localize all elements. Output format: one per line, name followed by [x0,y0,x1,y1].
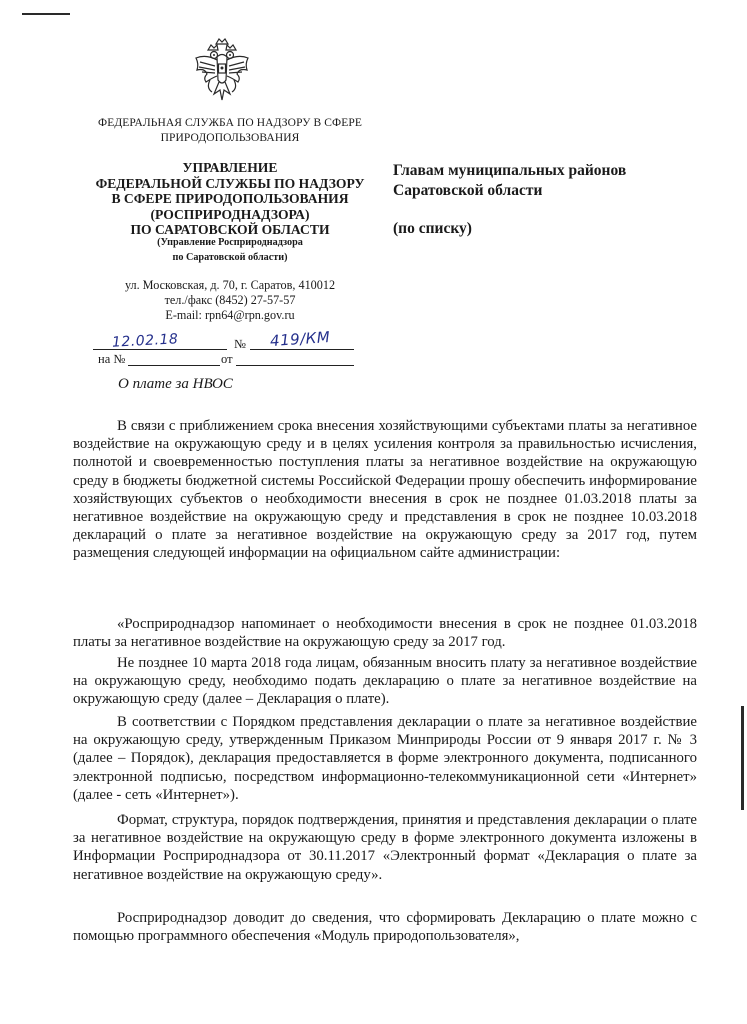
reply-to-underline [128,365,220,366]
number-underline [250,349,354,350]
department-title-line: В СФЕРЕ ПРИРОДОПОЛЬЗОВАНИЯ [111,191,349,207]
body-paragraph: В связи с приближением срока внесения хозяйствующими субъектами платы за негативное воздействие на окружающую среду и в целях усиления контроля за правильностью исчисления, полнотой и своевременностью поступления платы за негативное воздействие на окружающую среду в бюджеты бюджетной системы Российской Федерации прошу обеспечить информирование хозяйствующих субъектов о необходимости внесения в срок не позднее 01.03.2018 платы за негативное воздействие на окружающую среду и представления в срок не позднее 10.03.2018 деклараций о плате за негативное воздействие на окружающую среду за 2017 год, путем размещения следующей информации на официальном сайте администрации: [73,418,697,562]
letter-subject: О плате за НВОС [118,376,233,392]
department-short-name-line: по Саратовской области) [172,251,288,263]
handwritten-number: 419/КМ [269,327,331,351]
from-label: от [221,352,233,366]
department-title [80,160,380,238]
from-underline [236,365,354,366]
department-short-name [80,236,380,265]
recipient-line: Главам муниципальных районов [393,162,627,179]
body-paragraph: Не позднее 10 марта 2018 года лицам, обязанным вносить плату за негативное воздействие на окружающую среду, необходимо подать декларацию о плате за негативное воздействие на окружающую среду (далее – Декларация о плате). [73,655,697,708]
department-title-line: УПРАВЛЕНИЕ [182,160,278,175]
reply-to-label: на № [98,352,126,366]
address: ул. Московская, д. 70, г. Саратов, 410012 [124,278,336,292]
body-paragraph: В соответствии с Порядком представления декларации о плате за негативное воздействие на окружающую среду, утвержденным Приказом Минприроды России от 9 января 2017 г. № 3 (далее – Порядок), декларация предоставляется в форме электронного документа, подписанного электронной подписью, посредством информационно-телекоммуникационной сети «Интернет» (далее - сеть «Интернет»). [73,714,697,803]
email: E-mail: rpn64@rpn.gov.ru [165,307,295,322]
contact-block [80,278,380,322]
body-paragraph: «Росприроднадзор напоминает о необходимости внесения в срок не позднее 01.03.2018 платы за негативное воздействие на окружающую среду за 2017 год. [73,616,697,651]
number-label: № [234,337,246,351]
phone-fax: тел./факс (8452) 27-57-57 [164,292,296,307]
date-underline [93,349,227,350]
body-paragraph: Росприроднадзор доводит до сведения, что сформировать Декларацию о плате можно с помощью программного обеспечения «Модуль природопользователя», [73,910,697,945]
recipient-list-note: (по списку) [393,220,472,237]
scan-edge-mark-right [741,706,744,810]
department-title-line: (РОСПРИРОДНАДЗОРА) [150,206,310,222]
handwritten-date: 12.02.18 [111,331,179,351]
recipient-block [393,161,713,201]
agency-name: ФЕДЕРАЛЬНАЯ СЛУЖБА ПО НАДЗОРУ В СФЕРЕ ПРИРОДОПОЛЬЗОВАНИЯ [98,117,362,144]
department-title-line: ПО САРАТОВСКОЙ ОБЛАСТИ [130,222,330,238]
coat-of-arms-emblem [190,36,254,104]
recipient-line: Саратовской области [393,182,543,199]
department-short-name-line: (Управление Росприроднадзора [157,237,303,248]
body-paragraph: Формат, структура, порядок подтверждения, принятия и представления декларации о плате за негативное воздействие на окружающую среду в форме электронного документа изложены в Информации Росприроднадзора от 30.11.2017 «Электронный формат «Декларация о плате за негативное воздействие на окружающую среду». [73,812,697,883]
department-title-line: ФЕДЕРАЛЬНОЙ СЛУЖБЫ ПО НАДЗОРУ [95,175,365,191]
scan-edge-mark-top [22,13,70,15]
